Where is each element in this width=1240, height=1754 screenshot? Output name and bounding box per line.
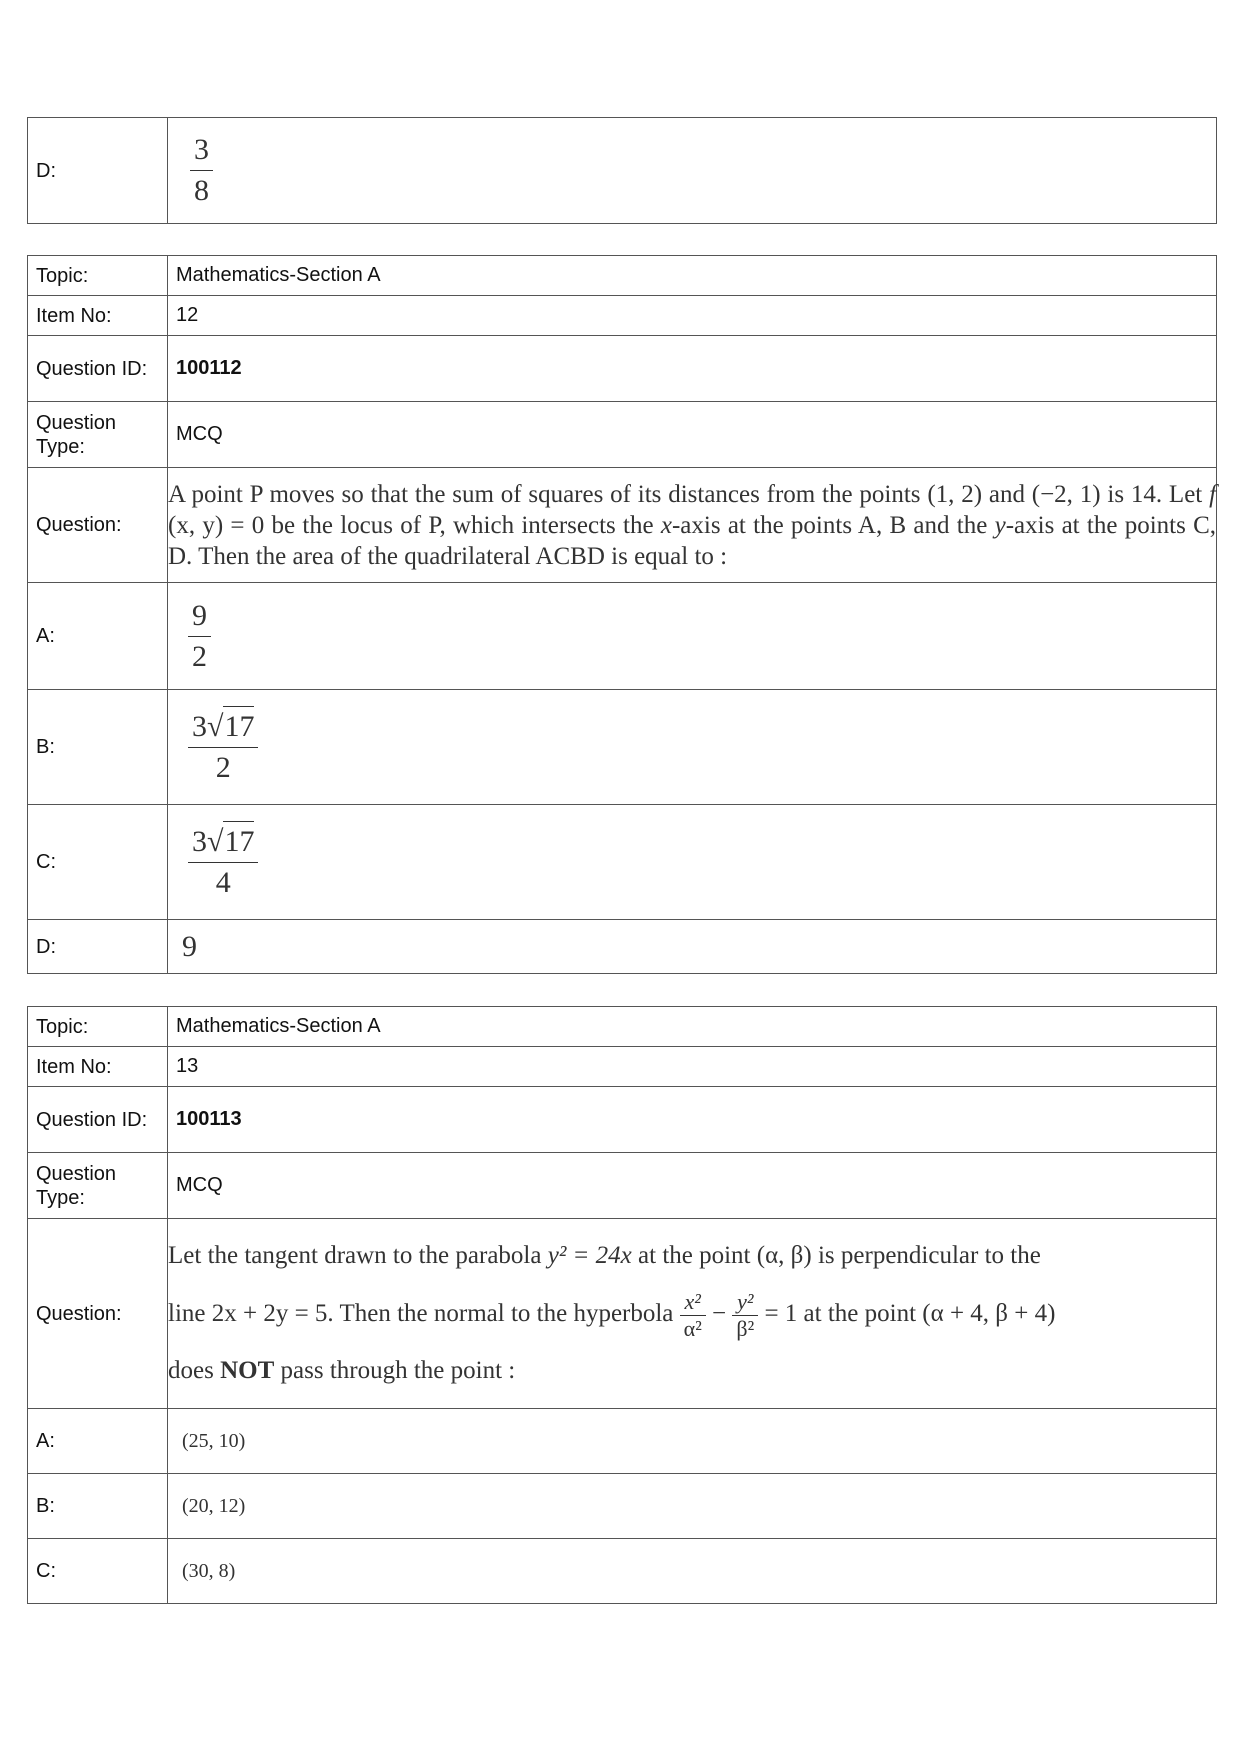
option-d-label: D: — [28, 920, 168, 974]
question-type-label: Question Type: — [28, 402, 168, 468]
item-no-label: Item No: — [28, 296, 168, 336]
question-text — [168, 1219, 1217, 1409]
option-d-label: D: — [28, 118, 168, 224]
question-id-value: 100113 — [168, 1087, 1217, 1153]
fraction: $\frac{3√17}{4}$ — [188, 821, 258, 903]
topic-label: Topic: — [28, 1007, 168, 1047]
question-line-1: Let the tangent drawn to the parabola y² = 24x at the point (α, β) is perpendicular to the — [168, 1242, 1041, 1269]
question-13-table — [27, 1006, 1217, 1604]
topic-label: Topic: — [28, 256, 168, 296]
question-text: A point P moves so that the sum of squares of its distances from the points (1, 2) and (−2, 1) is 14. Let f (x, y) = 0 be the locus of P, which intersects the x-axis at the points A, B and the y-axis at the points C, D. Then the area of the quadrilateral ACBD is equal to : — [168, 468, 1217, 583]
question-type-label: Question Type: — [28, 1153, 168, 1219]
fraction-x: $\frac{\text{x²}}{\text{α²}}$ — [680, 1289, 706, 1342]
option-b-label: B: — [28, 1474, 168, 1539]
option-c-value — [168, 805, 1217, 920]
option-b-value: (20, 12) — [168, 1474, 1217, 1539]
item-no-value: 12 — [168, 296, 1217, 336]
item-no-label: Item No: — [28, 1047, 168, 1087]
question-label: Question: — [28, 468, 168, 583]
question-id-label: Question ID: — [28, 1087, 168, 1153]
option-b-label: B: — [28, 690, 168, 805]
question-line-2: line 2x + 2y = 5. Then the normal to the hyperbola $\frac{\text{x²}}{\text{α²}}$ − $\frac{\text{y²}}{\text{β²}}$ = 1 at the point (α + 4, β + 4) — [168, 1289, 1056, 1341]
topic-value: Mathematics-Section A — [168, 256, 1217, 296]
item-no-value: 13 — [168, 1047, 1217, 1087]
fraction: $\frac{9}{2}$ — [188, 596, 211, 677]
question-line-3: does NOT pass through the point : — [168, 1357, 516, 1384]
option-a-label: A: — [28, 583, 168, 690]
option-a-value: (25, 10) — [168, 1409, 1217, 1474]
option-b-value — [168, 690, 1217, 805]
option-d-value: 9 — [168, 920, 1217, 974]
topic-value: Mathematics-Section A — [168, 1007, 1217, 1047]
question-12-table — [27, 255, 1217, 974]
option-a-label: A: — [28, 1409, 168, 1474]
option-d-value — [168, 118, 1217, 224]
option-c-value: (30, 8) — [168, 1539, 1217, 1604]
question-type-value: MCQ — [168, 1153, 1217, 1219]
option-a-value — [168, 583, 1217, 690]
question-label: Question: — [28, 1219, 168, 1409]
option-c-label: C: — [28, 805, 168, 920]
question-id-label: Question ID: — [28, 336, 168, 402]
fraction: $\frac{3√17}{2}$ — [188, 706, 258, 788]
fraction-y: $\frac{\text{y²}}{\text{β²}}$ — [732, 1289, 758, 1342]
question-id-value: 100112 — [168, 336, 1217, 402]
fraction: $\frac{3}{8}$ — [190, 130, 213, 211]
question-type-value: MCQ — [168, 402, 1217, 468]
prev-question-table — [27, 117, 1217, 224]
option-c-label: C: — [28, 1539, 168, 1604]
